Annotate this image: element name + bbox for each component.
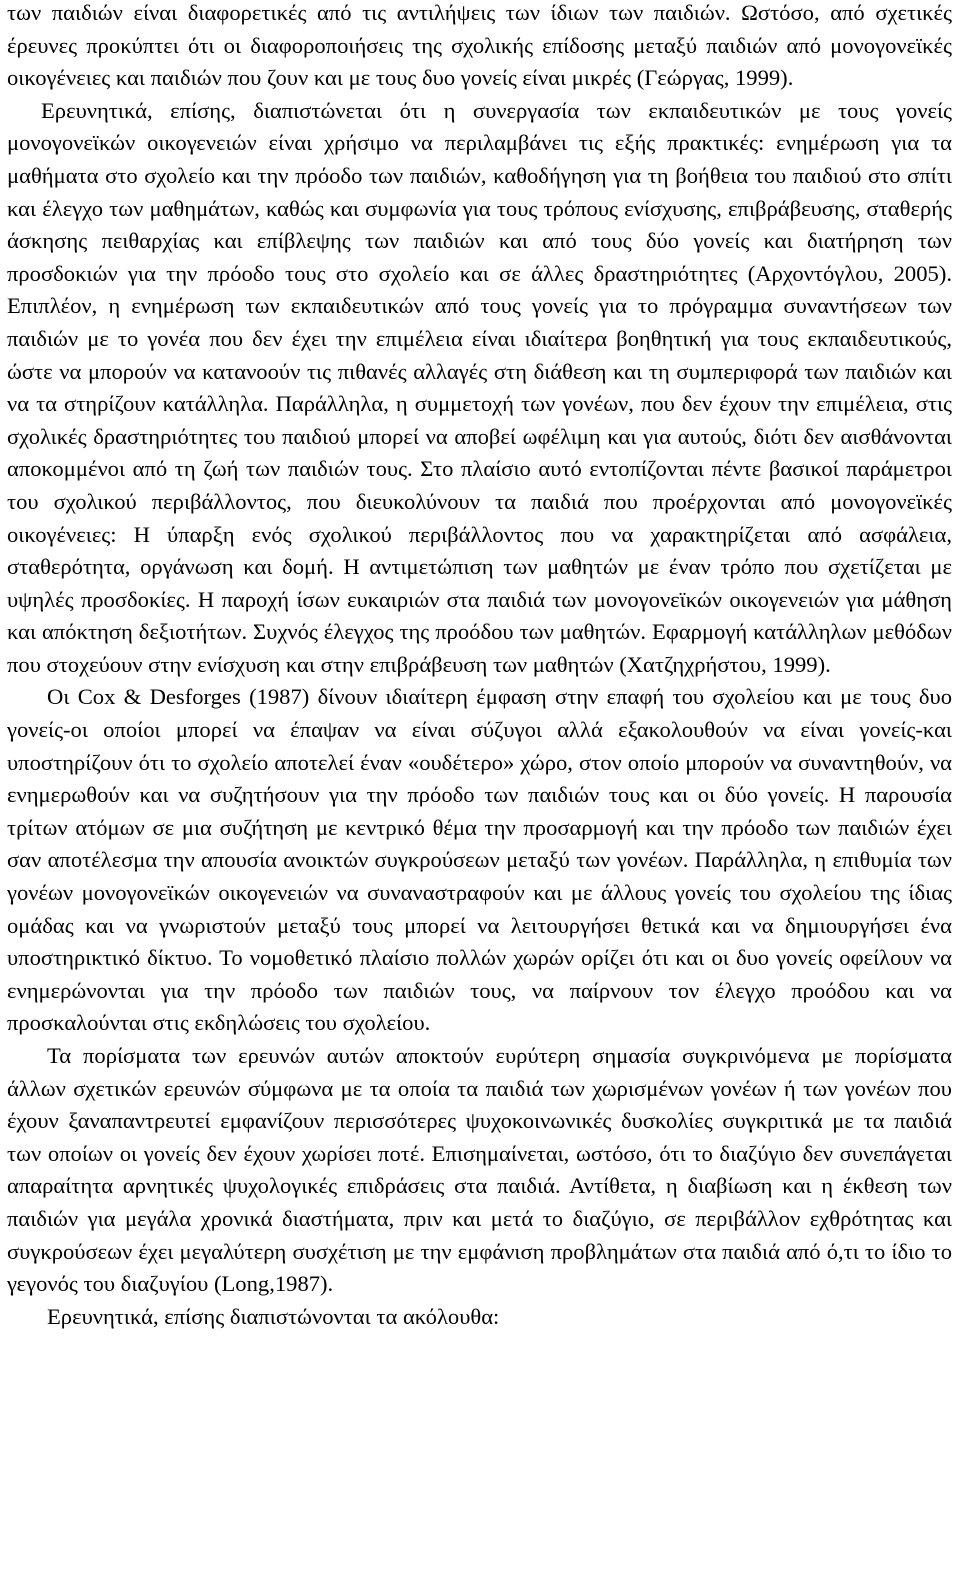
paragraph-5: Ερευνητικά, επίσης διαπιστώνονται τα ακόλουθα: (47, 1303, 500, 1329)
paragraph-1: των παιδιών είναι διαφορετικές από τις αντιλήψεις των ίδιων των παιδιών. Ωστόσο, από σχετικές έρευνες προκύπτει ότι οι διαφοροποιήσεις της σχολικής επίδοσης μεταξύ παιδιών από μονογονεϊκές οικογένειες και παιδιών που ζουν και με τους δυο γονείς είναι μικρές (Γεώργας, 1999). (7, 0, 952, 91)
paragraph-3: Οι Cox & Desforges (1987) δίνουν ιδιαίτερη έμφαση στην επαφή του σχολείου και με τους δυο γονείς-οι οποίοι μπορεί να έπαψαν να είναι σύζυγοι αλλά εξακολουθούν να είναι γονείς-και υποστηρίζουν ότι το σχολείο αποτελεί έναν «ουδέτερο» χώρο, στον οποίο μπορούν να συναντηθούν, να ενημερωθούν και να συζητήσουν για την πρόοδο των παιδιών τους και οι δύο γονείς. Η παρουσία τρίτων ατόμων σε μια συζήτηση με κεντρικό θέμα την προσαρμογή και την πρόοδο των παιδιών έχει σαν αποτέλεσμα την απουσία ανοικτών συγκρούσεων μεταξύ των γονέων. Παράλληλα, η επιθυμία των γονέων μονογονεϊκών οικογενειών να συναναστραφούν και με άλλους γονείς του σχολείου της ίδιας ομάδας και να γνωριστούν μεταξύ τους μπορεί να λειτουργήσει θετικά και να δημιουργήσει ένα υποστηρικτικό δίκτυο. Το νομοθετικό πλαίσιο πολλών χωρών ορίζει ότι και οι δυο γονείς οφείλουν να ενημερώνονται για την πρόοδο των παιδιών τους, να παίρνουν τον έλεγχο προόδου και να προσκαλούνται στις εκδηλώσεις του σχολείου. (7, 684, 952, 1036)
paragraph-2: Ερευνητικά, επίσης, διαπιστώνεται ότι η συνεργασία των εκπαιδευτικών με τους γονείς μονογονεϊκών οικογενειών είναι χρήσιμο να περιλαμβάνει τις εξής πρακτικές: ενημέρωση για τα μαθήματα στο σχολείο και την πρόοδο των παιδιών, καθοδήγηση για τη βοήθεια του παιδιού στο σπίτι και έλεγχο των μαθημάτων, καθώς και συμφωνία για τους τρόπους ενίσχυσης, επιβράβευσης, σταθερής άσκησης πειθαρχίας και επίβλεψης των παιδιών και από τους δύο γονείς και διατήρηση των προσδοκιών για την πρόοδο τους στο σχολείο και σε άλλες δραστηριότητες (Αρχοντόγλου, 2005). Επιπλέον, η ενημέρωση των εκπαιδευτικών από τους γονείς για το πρόγραμμα συναντήσεων των παιδιών με το γονέα που δεν έχει την επιμέλεια είναι ιδιαίτερα βοηθητική για τους εκπαιδευτικούς, ώστε να μπορούν να κατανοούν τις πιθανές αλλαγές στη διάθεση και τη συμπεριφορά των παιδιών και να τα στηρίζουν κατάλληλα. Παράλληλα, η συμμετοχή των γονέων, που δεν έχουν την επιμέλεια, στις σχολικές δραστηριότητες του παιδιού μπορεί να αποβεί ωφέλιμη και για αυτούς, διότι δεν αισθάνονται αποκομμένοι από τη ζωή των παιδιών τους. Στο πλαίσιο αυτό εντοπίζονται πέντε βασικοί παράμετροι του σχολικού περιβάλλοντος, που διευκολύνουν τα παιδιά που προέρχονται από μονογονεϊκές οικογένειες: Η ύπαρξη ενός σχολικού περιβάλλοντος που να χαρακτηρίζεται από ασφάλεια, σταθερότητα, οργάνωση και δομή. Η αντιμετώπιση των μαθητών με έναν τρόπο που σχετίζεται με υψηλές προσδοκίες. Η παροχή ίσων ευκαιριών στα παιδιά των μονογονεϊκών οικογενειών για μάθηση και απόκτηση δεξιοτήτων. Συχνός έλεγχος της προόδου των μαθητών. Εφαρμογή κατάλληλων μεθόδων που στοχεύουν στην ενίσχυση και στην επιβράβευση των μαθητών (Χατζηχρήστου, 1999). (7, 97, 952, 677)
paragraph-4: Τα πορίσματα των ερευνών αυτών αποκτούν ευρύτερη σημασία συγκρινόμενα με πορίσματα άλλων σχετικών ερευνών σύμφωνα με τα οποία τα παιδιά των χωρισμένων γονέων ή των γονέων που έχουν ξαναπαντρευτεί εμφανίζουν περισσότερες ψυχοκοινωνικές δυσκολίες συγκριτικά με τα παιδιά των οποίων οι γονείς δεν έχουν χωρίσει ποτέ. Επισημαίνεται, ωστόσο, ότι το διαζύγιο δεν συνεπάγεται απαραίτητα αρνητικές ψυχολογικές επιδράσεις στα παιδιά. Αντίθετα, η διαβίωση και η έκθεση των παιδιών για μεγάλα χρονικά διαστήματα, πριν και μετά το διαζύγιο, σε περιβάλλον εχθρότητας και συγκρούσεων έχει μεγαλύτερη συσχέτιση με την εμφάνιση προβλημάτων στα παιδιά από ό,τι το ίδιο το γεγονός του διαζυγίου (Long,1987). (7, 1043, 952, 1297)
